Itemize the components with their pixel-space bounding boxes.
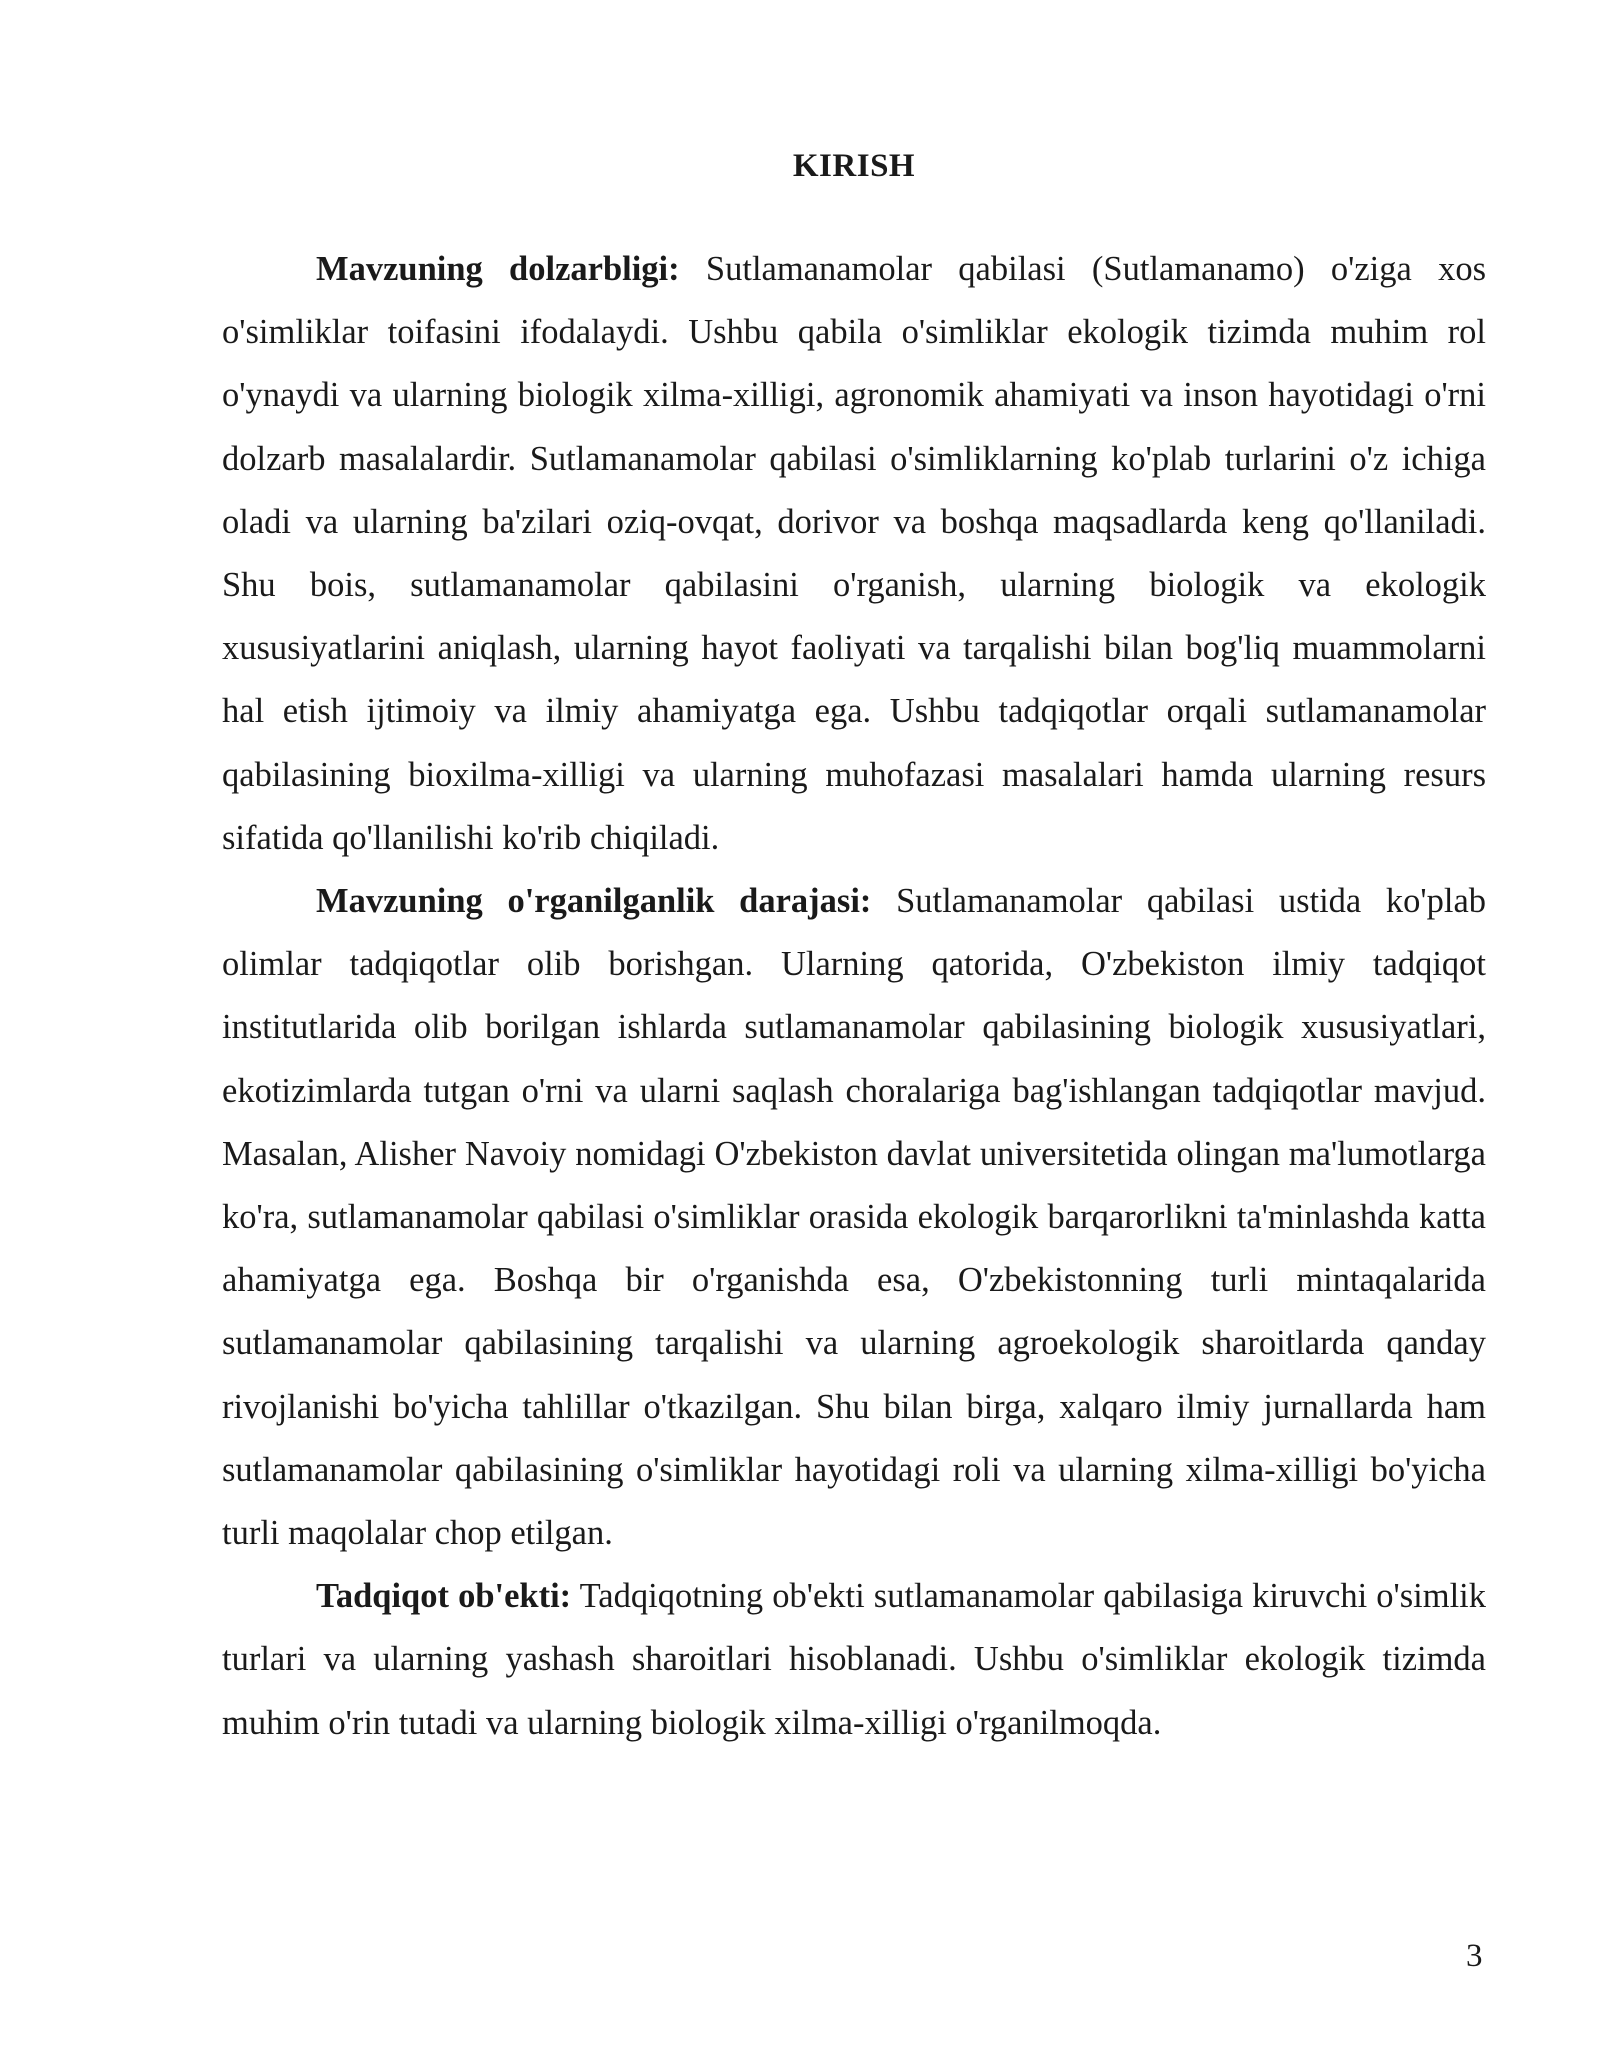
page-title: KIRISH — [792, 148, 916, 184]
paragraph-study-level — [222, 870, 1486, 1565]
paragraph-label: Tadqiqot ob'ekti: — [316, 1577, 572, 1616]
paragraph-text: Sutlamanamolar qabilasi (Sutlamanamo) o'ziga xos o'simliklar toifasini ifodalaydi. Ushbu qabila o'simliklar ekologik tizimda muhim rol o'ynaydi va ularning biologik xilma-xilligi, agronomik ahamiyati va inson hayotidagi o'rni dolzarb masalalardir. Sutlamanamolar qabilasi o'simliklarning ko'plab turlarini o'z ichiga oladi va ularning ba'zilari oziq-ovqat, dorivor va boshqa maqsadlarda keng qo'llaniladi. Shu bois, sutlamanamolar qabilasini o'rganish, ularning biologik va ekologik xususiyatlarini aniqlash, ularning hayot faoliyati va tarqalishi bilan bog'liq muammolarni hal etish ijtimoiy va ilmiy ahamiyatga ega. Ushbu tadqiqotlar orqali sutlamanamolar qabilasining bioxilma-xilligi va ularning muhofazasi masalalari hamda ularning resurs sifatida qo'llanilishi ko'rib chiqiladi. — [222, 250, 1486, 857]
paragraph-label: Mavzuning o'rganilganlik darajasi: — [316, 882, 872, 921]
paragraph-text: Tadqiqotning ob'ekti sutlamanamolar qabilasiga kiruvchi o'simlik turlari va ularning yashash sharoitlari hisoblanadi. Ushbu o'simliklar ekologik tizimda muhim o'rin tutadi va ularning biologik xilma-xilligi o'rganilmoqda. — [222, 1577, 1486, 1742]
paragraph-text: Sutlamanamolar qabilasi ustida ko'plab olimlar tadqiqotlar olib borishgan. Ularning qatorida, O'zbekiston ilmiy tadqiqot institutlarida olib borilgan ishlarda sutlamanamolar qabilasining biologik xususiyatlari, ekotizimlarda tutgan o'rni va ularni saqlash choralariga bag'ishlangan tadqiqotlar mavjud. Masalan, Alisher Navoiy nomidagi O'zbekiston davlat universitetida olingan ma'lumotlarga ko'ra, sutlamanamolar qabilasi o'simliklar orasida ekologik barqarorlikni ta'minlashda katta ahamiyatga ega. Boshqa bir o'rganishda esa, O'zbekistonning turli mintaqalarida sutlamanamolar qabilasining tarqalishi va ularning agroekologik sharoitlarda qanday rivojlanishi bo'yicha tahlillar o'tkazilgan. Shu bilan birga, xalqaro ilmiy jurnallarda ham sutlamanamolar qabilasining o'simliklar hayotidagi roli va ularning xilma-xilligi bo'yicha turli maqolalar chop etilgan. — [222, 882, 1487, 1553]
paragraph-label: Mavzuning dolzarbligi: — [316, 250, 680, 288]
document-body — [222, 238, 1486, 1755]
page-number: 3 — [1466, 1938, 1483, 1974]
paragraph-research-object — [222, 1565, 1486, 1755]
paragraph-relevance — [222, 238, 1486, 870]
